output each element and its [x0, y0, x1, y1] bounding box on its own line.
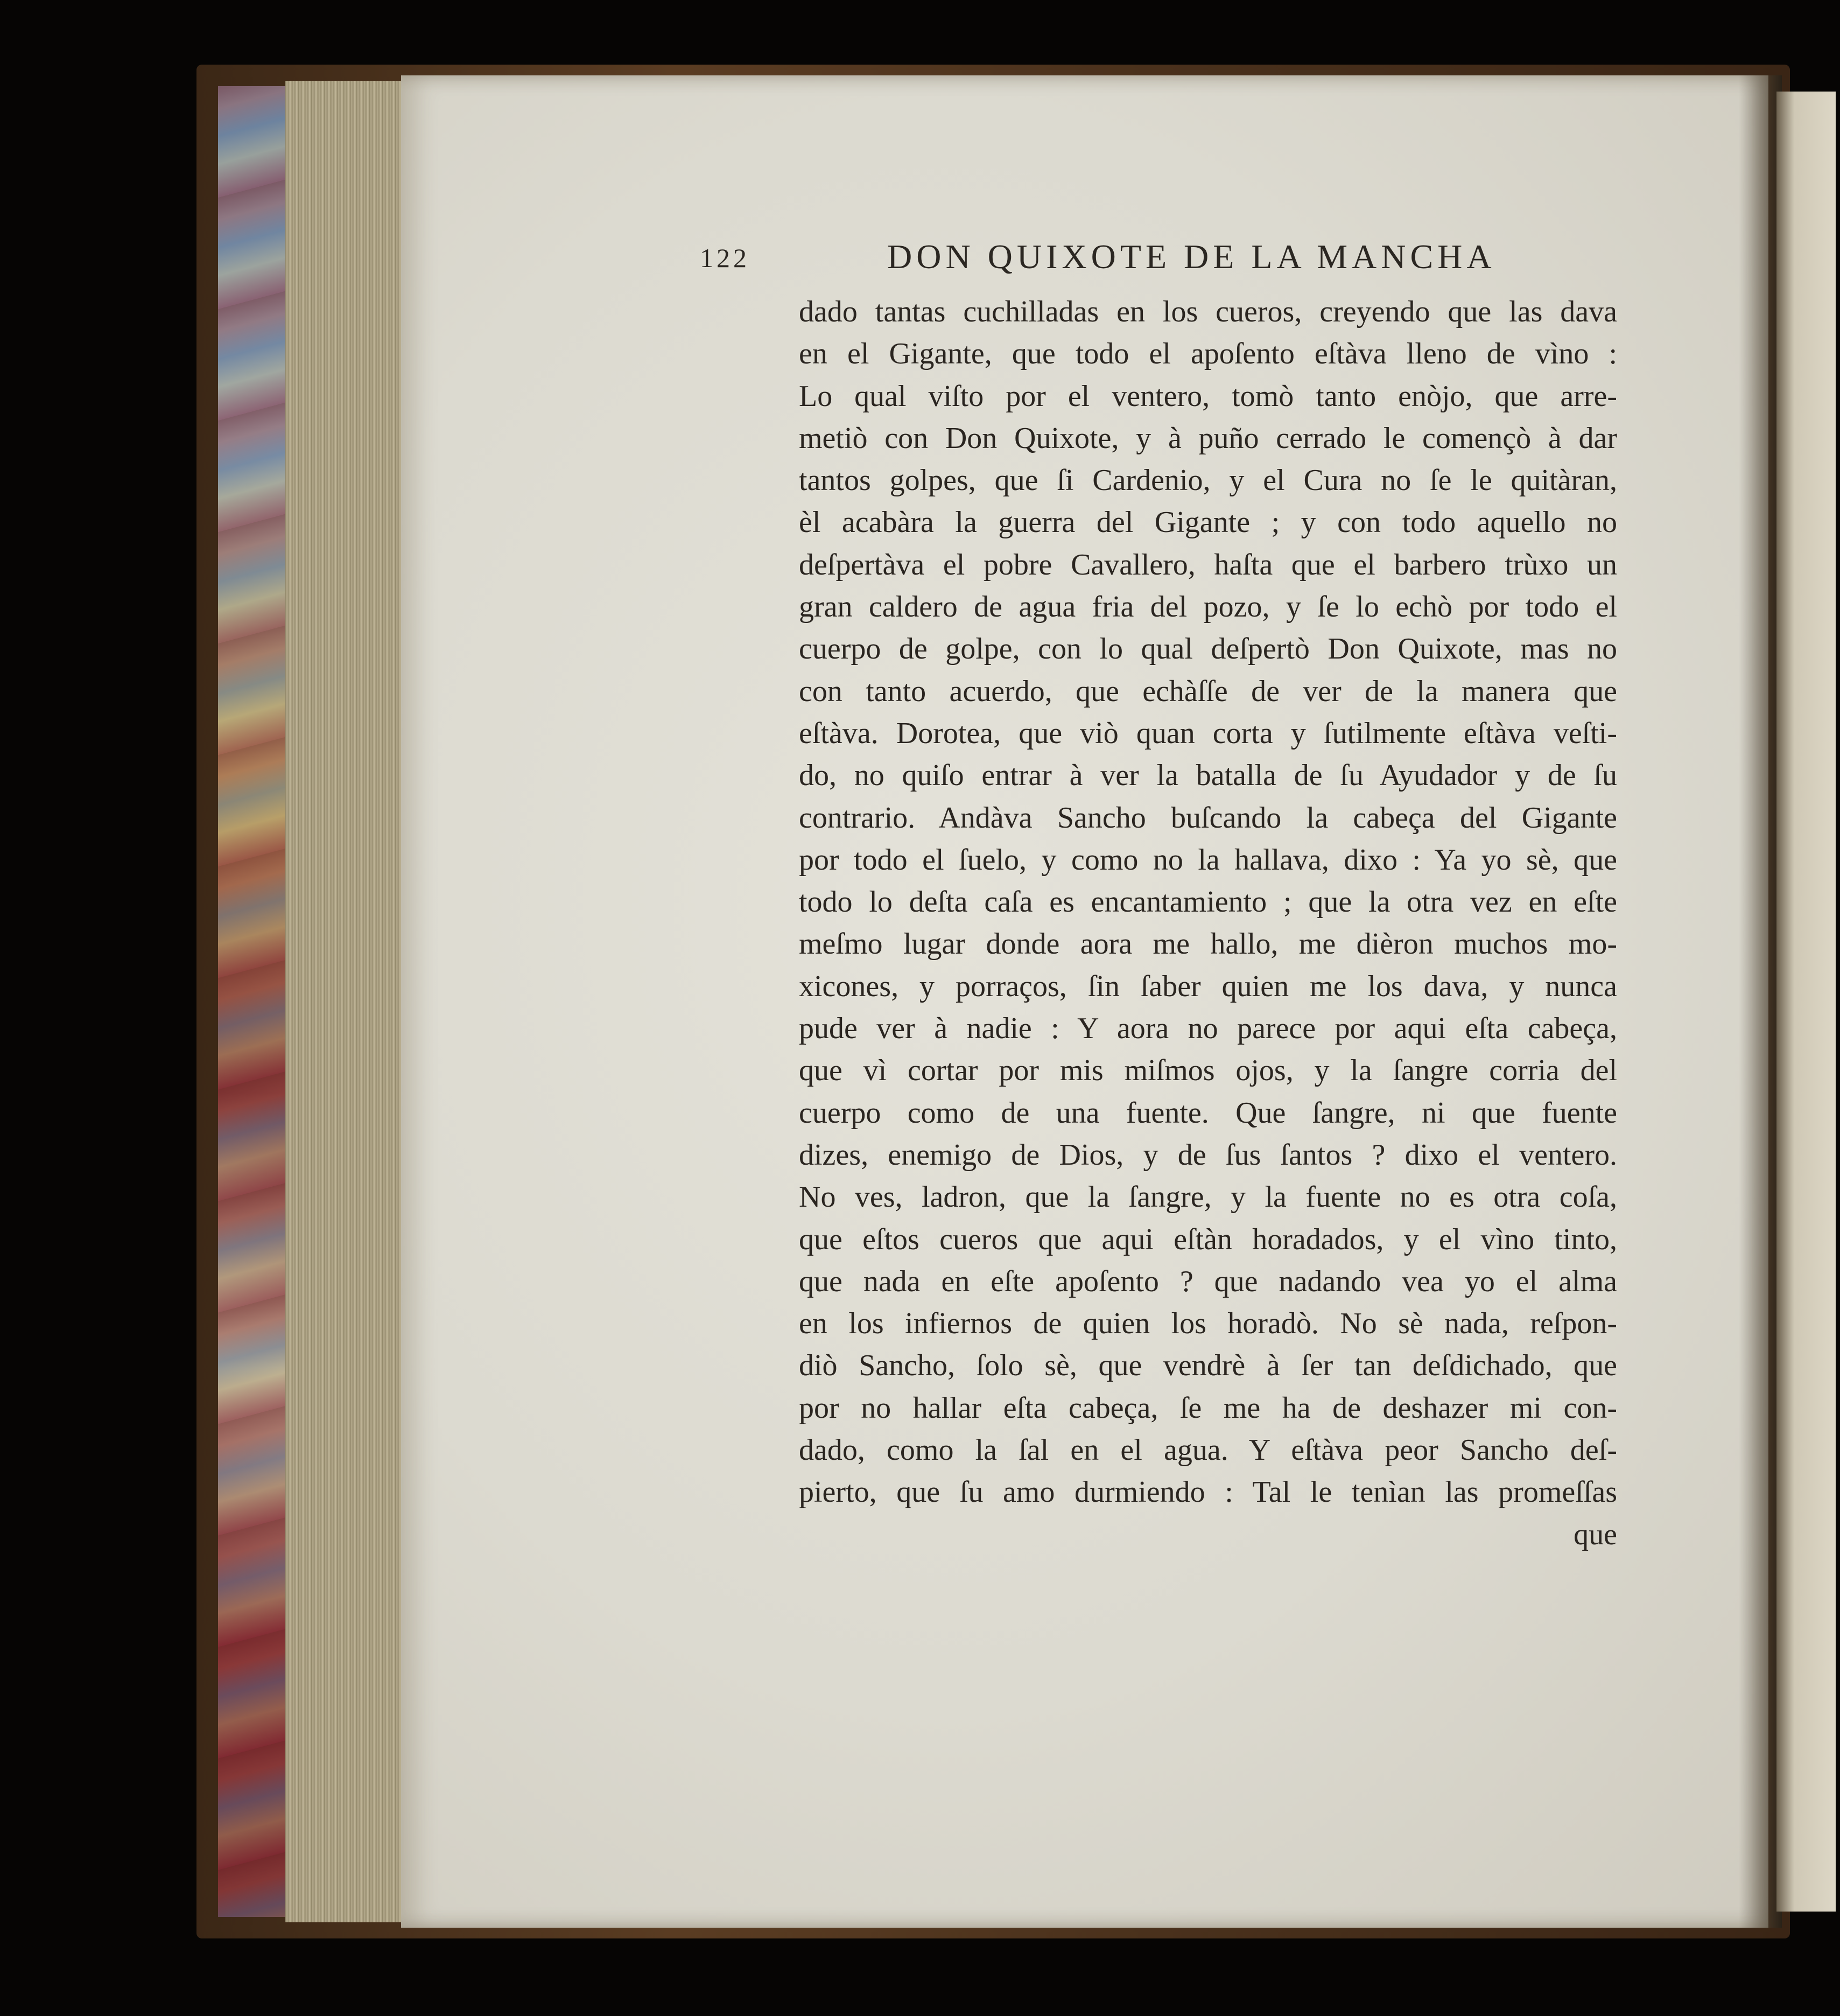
text-line: por no hallar eſta cabeça, ſe me ha de deshazer mi con- — [799, 1391, 1617, 1425]
text-line: en los infiernos de quien los horadò. No sè nada, reſpon- — [799, 1307, 1617, 1341]
text-line: gran caldero de agua fria del pozo, y ſe lo echò por todo el — [799, 590, 1617, 624]
text-line: do, no quiſo entrar à ver la batalla de ſu Ayudador y de ſu — [799, 759, 1617, 793]
text-line: con tanto acuerdo, que echàſſe de ver de la manera que — [799, 674, 1617, 708]
body-text — [799, 291, 1617, 1556]
facing-page — [1776, 92, 1836, 1912]
running-title: DON QUIXOTE DE LA MANCHA — [887, 237, 1496, 276]
text-line: que nada en eſte apoſento ? que nadando vea yo el alma — [799, 1264, 1617, 1298]
page-edges — [285, 81, 404, 1922]
gutter-shadow — [1739, 75, 1782, 1928]
page-number: 122 — [700, 243, 750, 273]
text-line: contrario. Andàva Sancho buſcando la cabeça del Gigante — [799, 801, 1617, 835]
text-line: en el Gigante, que todo el apoſento eſtàva lleno de vìno : — [799, 337, 1617, 371]
catchword: que — [1574, 1517, 1617, 1551]
text-line: xicones, y porraços, ſin ſaber quien me los dava, y nunca — [799, 969, 1617, 1003]
text-line: metiò con Don Quixote, y à puño cerrado le començò à dar — [799, 421, 1617, 455]
text-line: eſtàva. Dorotea, que viò quan corta y ſutilmente eſtàva veſti- — [799, 716, 1617, 750]
text-line: No ves, ladron, que la ſangre, y la fuente no es otra coſa, — [799, 1180, 1617, 1214]
text-line: todo lo deſta caſa es encantamiento ; que la otra vez en eſte — [799, 885, 1617, 919]
text-line: dado, como la ſal en el agua. Y eſtàva peor Sancho deſ- — [799, 1433, 1617, 1467]
text-line: pierto, que ſu amo durmiendo : Tal le tenìan las promeſſas — [799, 1475, 1617, 1509]
text-line: deſpertàva el pobre Cavallero, haſta que el barbero trùxo un — [799, 548, 1617, 582]
text-line: meſmo lugar donde aora me hallo, me dièron muchos mo- — [799, 927, 1617, 961]
text-line: que vì cortar por mis miſmos ojos, y la ſangre corria del — [799, 1054, 1617, 1088]
text-line: diò Sancho, ſolo sè, que vendrè à ſer tan deſdichado, que — [799, 1349, 1617, 1383]
text-line: Lo qual viſto por el ventero, tomò tanto enòjo, que arre- — [799, 379, 1617, 413]
text-line: por todo el ſuelo, y como no la hallava, dixo : Ya yo sè, que — [799, 843, 1617, 877]
text-line: tantos golpes, que ſi Cardenio, y el Cura no ſe le quitàran, — [799, 464, 1617, 498]
text-line: cuerpo como de una fuente. Que ſangre, ni que fuente — [799, 1096, 1617, 1130]
page-header — [700, 237, 1626, 280]
text-line: que eſtos cueros que aqui eſtàn horadados, y el vìno tinto, — [799, 1222, 1617, 1256]
text-line: dado tantas cuchilladas en los cueros, creyendo que las dava — [799, 295, 1617, 328]
text-line: dizes, enemigo de Dios, y de ſus ſantos ? dixo el ventero. — [799, 1138, 1617, 1172]
text-line: cuerpo de golpe, con lo qual deſpertò Don Quixote, mas no — [799, 632, 1617, 666]
text-line: èl acabàra la guerra del Gigante ; y con todo aquello no — [799, 506, 1617, 540]
text-line: pude ver à nadie : Y aora no parece por aqui eſta cabeça, — [799, 1012, 1617, 1046]
